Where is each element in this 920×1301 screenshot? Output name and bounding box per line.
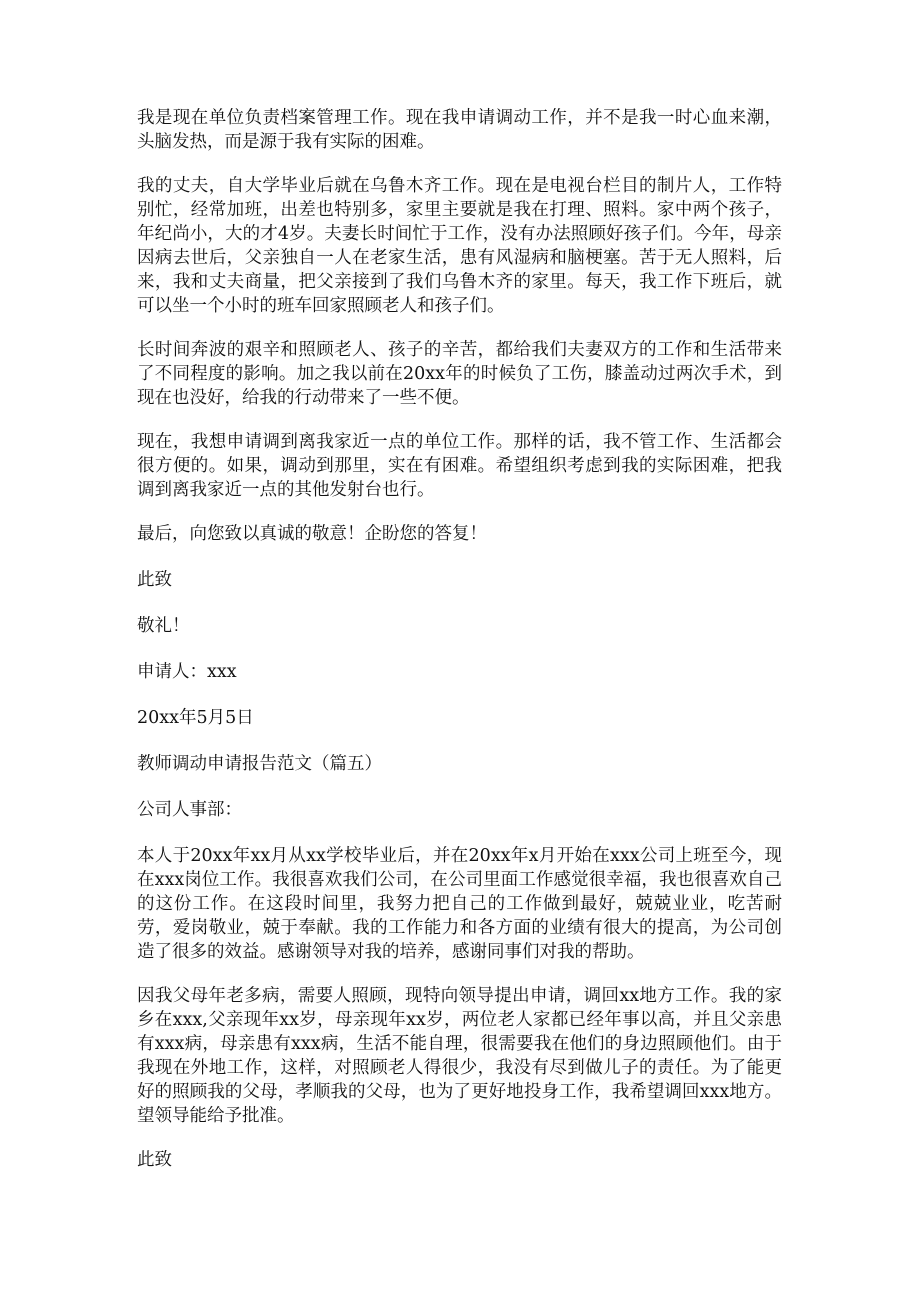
salutation-cizhi-2: 此致	[137, 1150, 172, 1170]
document-body	[137, 106, 782, 1192]
paragraph-reason-intro: 我是现在单位负责档案管理工作。现在我申请调动工作，并不是我一时心血来潮，头脑发热，而是源于我有实际的困难。	[137, 108, 782, 152]
paragraph-parents: 因我父母年老多病，需要人照顾，现特向领导提出申请，调回xx地方工作。我的家乡在xxx,父亲现年xx岁，母亲现年xx岁，两位老人家都已经年事以高，并且父亲患有xxx病，母亲患有xxx病，生活不能自理，很需要我在他们的身边照顾他们。由于我现在外地工作，这样，对照顾老人得很少，我没有尽到做儿子的责任。为了能更好的照顾我的父母，孝顺我的父母，也为了更好地投身工作，我希望调回xxx地方。望领导能给予批准。	[137, 986, 782, 1126]
applicant-signature: 申请人：xxx	[137, 662, 237, 682]
paragraph-hardship: 长时间奔波的艰辛和照顾老人、孩子的辛苦，都给我们夫妻双方的工作和生活带来了不同程度的影响。加之我以前在20xx年的时候负了工伤，膝盖动过两次手术，到现在也没好，给我的行动带来了一些不便。	[137, 340, 782, 408]
letter-date: 20xx年5月5日	[137, 708, 254, 728]
salutation-jingli: 敬礼！	[137, 616, 190, 636]
section-title: 教师调动申请报告范文（篇五）	[137, 754, 382, 774]
addressee: 公司人事部：	[137, 800, 242, 820]
paragraph-request: 现在，我想申请调到离我家近一点的单位工作。那样的话，我不管工作、生活都会很方便的。如果，调动到那里，实在有困难。希望组织考虑到我的实际困难，把我调到离我家近一点的其他发射台也行。	[137, 432, 782, 500]
paragraph-employment: 本人于20xx年xx月从xx学校毕业后，并在20xx年x月开始在xxx公司上班至今，现在xxx岗位工作。我很喜欢我们公司，在公司里面工作感觉很幸福，我也很喜欢自己的这份工作。在这段时间里，我努力把自己的工作做到最好，兢兢业业，吃苦耐劳，爱岗敬业，兢于奉献。我的工作能力和各方面的业绩有很大的提高，为公司创造了很多的效益。感谢领导对我的培养，感谢同事们对我的帮助。	[137, 846, 782, 962]
paragraph-closing: 最后，向您致以真诚的敬意！企盼您的答复！	[137, 524, 487, 544]
paragraph-husband-family: 我的丈夫，自大学毕业后就在乌鲁木齐工作。现在是电视台栏目的制片人，工作特别忙，经常加班，出差也特别多，家里主要就是我在打理、照料。家中两个孩子，年纪尚小，大的才4岁。夫妻长时间忙于工作，没有办法照顾好孩子们。今年，母亲因病去世后，父亲独自一人在老家生活，患有风湿病和脑梗塞。苦于无人照料，后来，我和丈夫商量，把父亲接到了我们乌鲁木齐的家里。每天，我工作下班后，就可以坐一个小时的班车回家照顾老人和孩子们。	[137, 176, 782, 316]
salutation-cizhi: 此致	[137, 570, 172, 590]
